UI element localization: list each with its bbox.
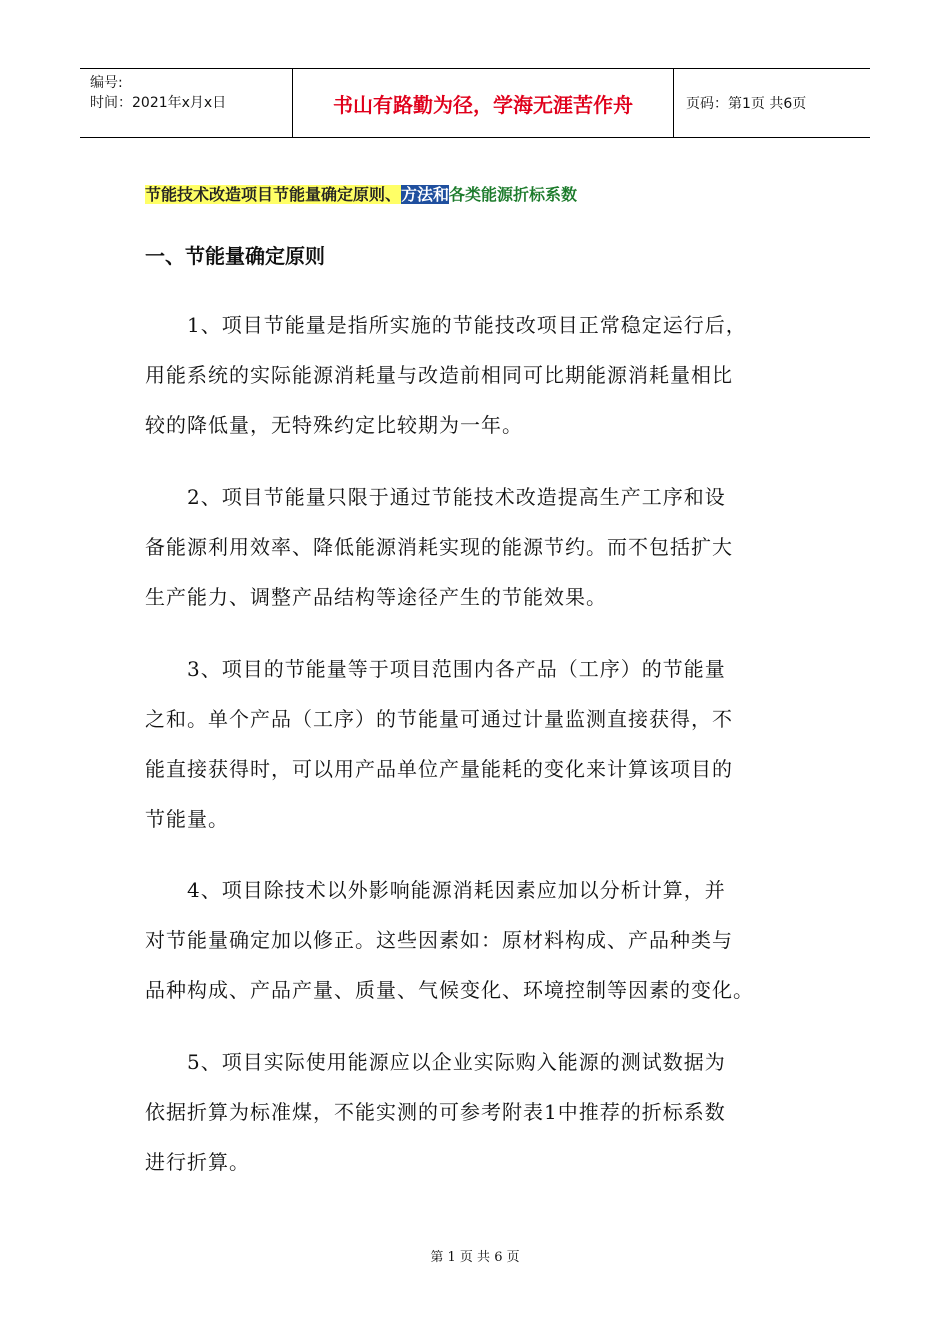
page-footer: 第 1 页 共 6 页	[430, 1250, 520, 1265]
section-heading: 一、节能量确定原则	[145, 244, 325, 268]
paragraph-line: 4、项目除技术以外影响能源消耗因素应加以分析计算，并	[187, 878, 726, 902]
paragraph-2	[145, 472, 825, 622]
document-title	[145, 182, 577, 205]
paragraph-5	[145, 1037, 825, 1187]
paragraph-line: 2、项目节能量只限于通过节能技术改造提高生产工序和设	[187, 485, 726, 509]
paragraph-1	[145, 300, 825, 450]
title-part-3: 各类能源折标系数	[449, 185, 578, 204]
header-meta	[80, 69, 293, 137]
paragraph-line: 用能系统的实际能源消耗量与改造前相同可比期能源消耗量相比	[145, 363, 733, 387]
paragraph-line: 1、项目节能量是指所实施的节能技改项目正常稳定运行后，	[187, 313, 747, 337]
header-motto: 书山有路勤为径，学海无涯苦作舟	[293, 69, 674, 137]
paragraph-line: 生产能力、调整产品结构等途径产生的节能效果。	[145, 585, 607, 609]
paragraph-line: 之和。单个产品（工序）的节能量可通过计量监测直接获得，不	[145, 707, 733, 731]
date-label: 时间：2021年x月x日	[90, 95, 227, 111]
paragraph-line: 5、项目实际使用能源应以企业实际购入能源的测试数据为	[187, 1050, 726, 1074]
paragraph-line: 3、项目的节能量等于项目范围内各产品（工序）的节能量	[187, 657, 726, 681]
title-part-1: 节能技术改造项目节能量确定原则、	[145, 185, 402, 204]
paragraph-line: 品种构成、产品产量、质量、气候变化、环境控制等因素的变化。	[145, 978, 754, 1002]
paragraph-line: 能直接获得时，可以用产品单位产量能耗的变化来计算该项目的	[145, 757, 733, 781]
paragraph-line: 较的降低量，无特殊约定比较期为一年。	[145, 413, 523, 437]
header-table	[80, 68, 870, 138]
paragraph-line: 备能源利用效率、降低能源消耗实现的能源节约。而不包括扩大	[145, 535, 733, 559]
paragraph-4	[145, 865, 825, 1015]
paragraph-line: 依据折算为标准煤，不能实测的可参考附表1中推荐的折标系数	[145, 1100, 726, 1124]
number-label: 编号:	[90, 75, 123, 91]
paragraph-3	[145, 644, 825, 844]
paragraph-line: 节能量。	[145, 807, 229, 831]
paragraph-line: 对节能量确定加以修正。这些因素如：原材料构成、产品种类与	[145, 928, 733, 952]
paragraph-line: 进行折算。	[145, 1150, 250, 1174]
title-part-2: 方法和	[401, 185, 450, 204]
header-page-info: 页码：第1页 共6页	[686, 96, 807, 112]
